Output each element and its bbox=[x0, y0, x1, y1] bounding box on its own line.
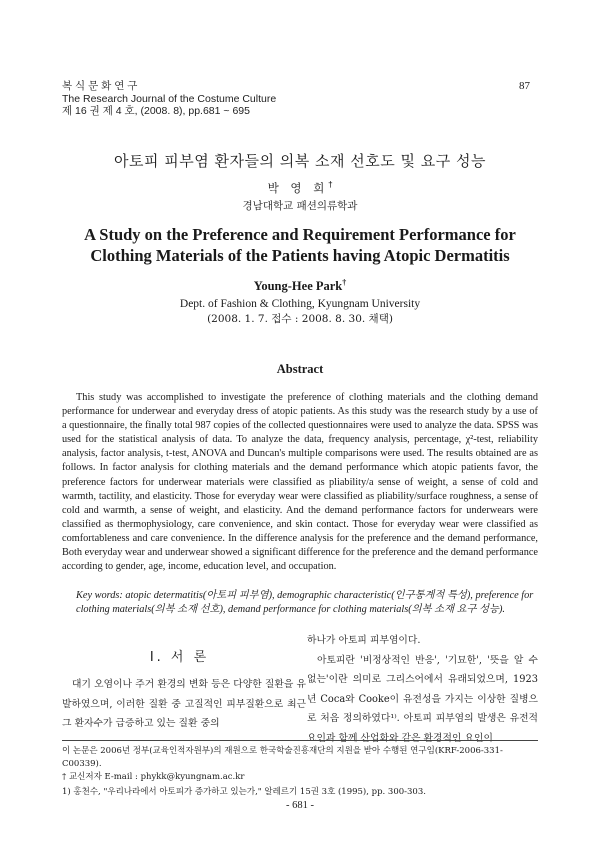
affiliation-english bbox=[0, 297, 600, 327]
author-english-name: Young-Hee Park bbox=[253, 279, 343, 294]
footnote-contact: † 교신저자 E-mail : phykk@kyungnam.ac.kr bbox=[62, 772, 245, 782]
abstract-body: This study was accomplished to investigate the preference of clothing materials and the clothing demand performance for underwear and everyday dress of atopic patients. As this study was the research study by a use of a questionnaire, the finally total 987 copies of the collected questionnaires were used to analyze the data. SPSS was used for the statistical analysis of data. To analyze the data, frequency analysis, percentage, χ²-test, reliability analysis, factor analysis, t-test, ANOVA and Duncan's multiple comparisons were used. The results obtained are as follows. In factor analysis for clothing materials and the demand performance which atopic patients favor, the preference factors for underwear materials were classified as pliability/a sense of weight, a sense of cold and warmth, tactility, and elasticity. Those for everyday wear were classified as pliability/surface roughness, a sense of cold and warmth, a sense of weight, and elasticity. And the demand performance factors for underwears were classified as thermophysiology, care convenience, and skin contact. Those for everyday wear were classified as comfortableness and care convenience. In the difference analysis for the preference and the demand performance, Both everyday wear and underwear showed a significant difference for the preference and the demand performance according to gender, age, income, education level, and occupation. bbox=[62, 392, 538, 573]
received-accepted-dates: (2008. 1. 7. 접수 : 2008. 8. 30. 채택) bbox=[207, 313, 393, 325]
footnote-grant: 이 논문은 2006년 정부(교육인적자원부)의 재원으로 한국학술진흥재단의 지원을 받아 수행된 연구임(KRF-2006-331-C00339). bbox=[62, 746, 503, 769]
journal-header bbox=[62, 80, 276, 118]
section-heading-introduction: Ⅰ. 서 론 bbox=[149, 650, 210, 665]
affiliation-korean: 경남대학교 패션의류학과 bbox=[242, 200, 358, 212]
author-korean bbox=[0, 180, 600, 196]
journal-name-ko: 복 식 문 화 연 구 bbox=[62, 80, 138, 92]
footnote-divider bbox=[62, 740, 538, 741]
journal-volume: 제 16 권 제 4 호, (2008. 8), pp.681 ~ 695 bbox=[62, 105, 250, 117]
affiliation-english-dept: Dept. of Fashion & Clothing, Kyungnam University bbox=[179, 298, 421, 310]
footnotes bbox=[62, 745, 538, 799]
introduction-left-column: 대기 오염이나 주거 환경의 변화 등은 다양한 질환을 유발하였으며, 이러한 질환 중 고질적인 피부질환으로 최근 그 환자수가 급증하고 있는 질환 중의 bbox=[62, 679, 306, 730]
intro-right-paragraph: 아토피란 '비정상적인 반응', '기묘한', '뜻을 알 수 없는'이란 의미로 그리스어에서 유래되었으며, 1923년 Coca와 Cooke이 유전성을 가지는 이상한 질병으로 처음 정의하였다¹⁾. 아토피 피부염의 발생은 유전적 요인과 함께 산업화와 같은 환경적인 요인이 bbox=[307, 654, 538, 744]
title-english-line1: A Study on the Preference and Requirement Performance for bbox=[84, 225, 516, 244]
author-korean-name: 박 영 희 bbox=[267, 181, 329, 195]
keywords: Key words: atopic determatitis(아토피 피부염), demographic characteristic(인구통계적 특성), preference for clothing materials(의복 소재 선호), demand performance for clothing materials(의복 소재 요구 성능). bbox=[76, 590, 534, 615]
intro-right-continuation: 하나가 아토피 피부염이다. bbox=[307, 635, 421, 646]
title-korean: 아토피 피부염 환자들의 의복 소재 선호도 및 요구 성능 bbox=[114, 152, 486, 170]
journal-name-en: The Research Journal of the Costume Culture bbox=[62, 92, 277, 105]
page-number-bottom: - 681 - bbox=[286, 800, 314, 811]
author-english bbox=[0, 278, 600, 294]
footnote-reference-1: 1) 홍천수, "우리나라에서 아토피가 증가하고 있는가," 알레르기 15권 3호 (1995), pp. 300-303. bbox=[62, 787, 426, 797]
page-number-top: 87 bbox=[519, 80, 530, 92]
corresponding-mark: † bbox=[328, 180, 333, 190]
title-english bbox=[0, 224, 600, 266]
introduction-right-column bbox=[307, 631, 538, 749]
abstract-heading: Abstract bbox=[276, 362, 324, 376]
corresponding-mark-en: † bbox=[342, 278, 347, 287]
title-english-line2: Clothing Materials of the Patients having Atopic Dermatitis bbox=[90, 246, 510, 265]
